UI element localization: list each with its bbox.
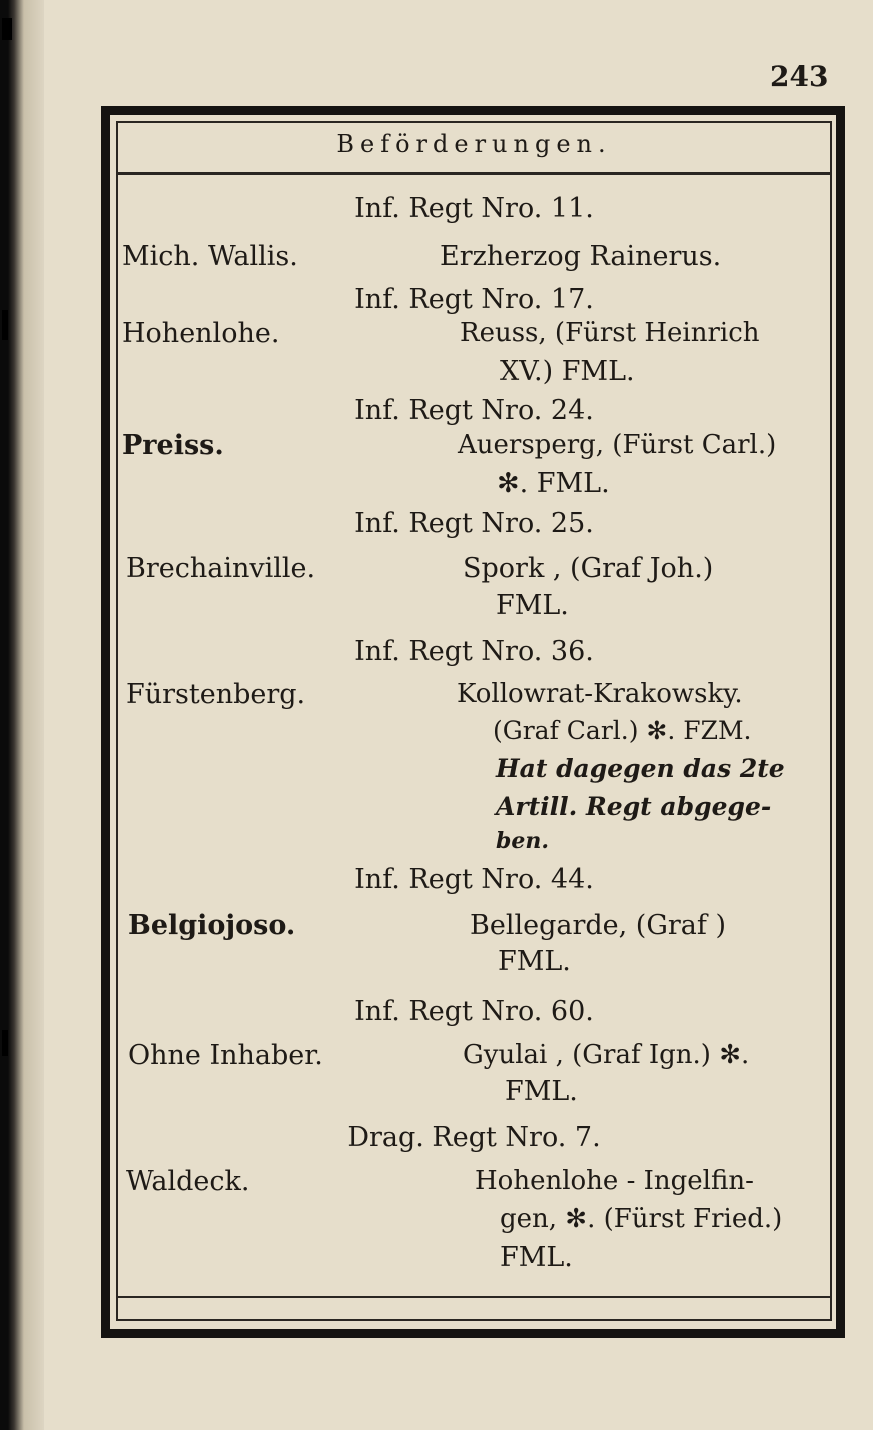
previous-owner: Brechainville. [126,553,316,584]
previous-owner: Ohne Inhaber. [128,1040,323,1071]
new-owner-line: FML. [505,1076,578,1107]
regiment-heading: Inf. Regt Nro. 24. [354,395,594,426]
new-owner-line: FML. [498,946,571,977]
note-line: ben. [496,828,550,854]
binding-mark [2,1030,8,1056]
new-owner-line: Bellegarde, (Graf ) [470,910,726,941]
binding-mark [2,18,12,40]
regiment-heading: Inf. Regt Nro. 44. [354,864,594,895]
header-rule [118,172,830,175]
new-owner-line: FML. [500,1242,573,1273]
new-owner-line: Erzherzog Rainerus. [440,241,722,272]
note-line: Artill. Regt abgege- [496,792,772,821]
regiment-heading: Inf. Regt Nro. 60. [354,996,594,1027]
regiment-heading: Inf. Regt Nro. 11. [354,193,594,224]
previous-owner: Hohenlohe. [122,318,280,349]
new-owner-line: ✻. FML. [497,468,610,499]
previous-owner: Mich. Wallis. [122,241,298,272]
previous-owner: Preiss. [122,430,224,461]
note-line: Hat dagegen das 2te [496,754,785,783]
regiment-heading: Inf. Regt Nro. 36. [354,636,594,667]
regiment-heading: Inf. Regt Nro. 17. [354,284,594,315]
bottom-rule [118,1296,830,1298]
new-owner-line: Reuss, (Fürst Heinrich [460,318,760,348]
regiment-heading: Drag. Regt Nro. 7. [347,1122,601,1153]
binding-mark [2,310,8,340]
section-header: Beförderungen. [336,130,612,158]
new-owner-line: gen, ✻. (Fürst Fried.) [500,1204,783,1234]
regiment-heading: Inf. Regt Nro. 25. [354,508,594,539]
book-binding-edge [0,0,44,1430]
new-owner-line: Gyulai , (Graf Ign.) ✻. [463,1040,750,1070]
new-owner-line: FML. [496,590,569,621]
previous-owner: Waldeck. [126,1166,250,1197]
new-owner-line: Kollowrat-Krakowsky. [457,679,743,709]
page-number: 243 [770,60,829,93]
new-owner-line: Hohenlohe - Ingelfin- [475,1166,754,1196]
new-owner-line: (Graf Carl.) ✻. FZM. [493,716,752,745]
new-owner-line: Spork , (Graf Joh.) [463,553,714,584]
new-owner-line: XV.) FML. [500,356,635,387]
previous-owner: Fürstenberg. [126,679,306,710]
previous-owner: Belgiojoso. [128,910,296,941]
new-owner-line: Auersperg, (Fürst Carl.) [458,430,777,460]
